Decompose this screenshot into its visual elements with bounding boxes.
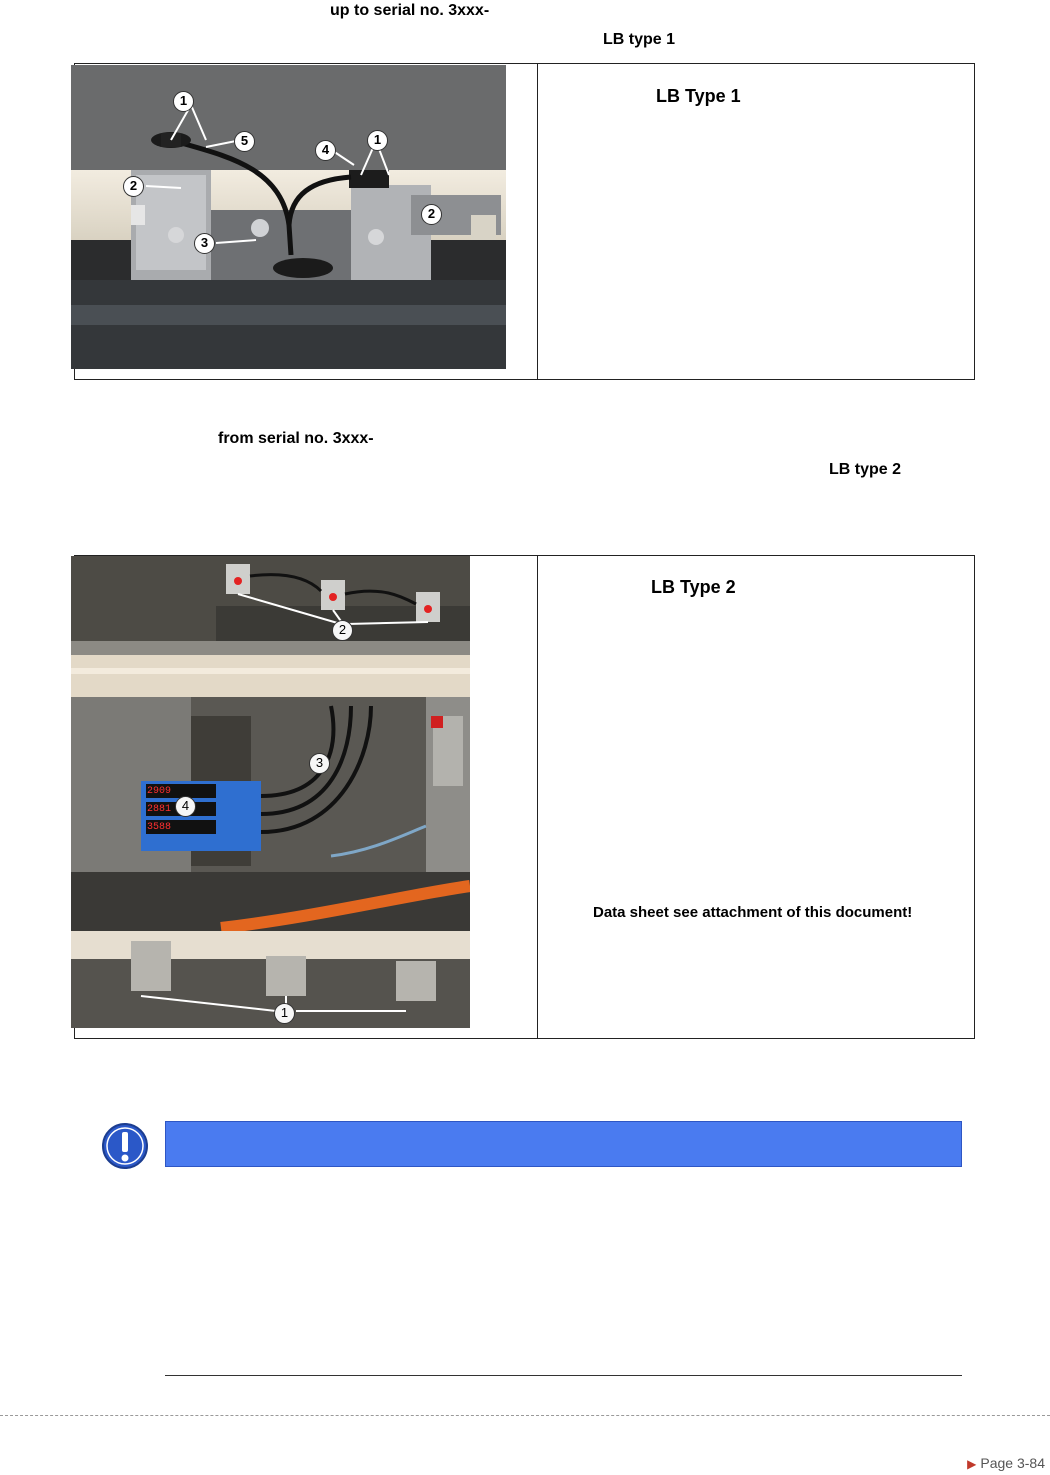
datasheet-note: Data sheet see attachment of this document! (593, 904, 913, 921)
lb-type-2-caption: LB type 2 (829, 461, 902, 478)
important-exclamation-icon (101, 1122, 149, 1170)
callout-1b: 1 (367, 130, 388, 151)
display-readout: 3588 (147, 822, 172, 833)
display-readout: 2909 (147, 786, 172, 797)
lb-type-1-title: LB Type 1 (656, 86, 741, 106)
lb-type-1-photo (71, 65, 506, 369)
serial-range-label-2: from serial no. 3xxx- (218, 430, 374, 447)
lb-type-1-caption: LB type 1 (603, 31, 676, 48)
callout-1: 1 (274, 1003, 295, 1024)
callout-2: 2 (123, 176, 144, 197)
callout-1: 1 (173, 91, 194, 112)
callout-2b: 2 (421, 204, 442, 225)
callout-3: 3 (194, 233, 215, 254)
callout-2: 2 (332, 620, 353, 641)
triangle-right-icon: ▶ (967, 1457, 977, 1471)
page-number-text: Page 3-84 (980, 1455, 1045, 1471)
table-divider (537, 556, 538, 1038)
display-readout: 2881 (147, 804, 172, 815)
lb-type-2-title: LB Type 2 (651, 577, 736, 597)
amplifier-displays (147, 783, 171, 837)
table-divider (537, 64, 538, 379)
callout-4: 4 (315, 140, 336, 161)
footer-separator (0, 1415, 1050, 1416)
callout-3: 3 (309, 753, 330, 774)
callout-5: 5 (234, 131, 255, 152)
page-number (967, 1455, 1045, 1471)
callout-4: 4 (175, 796, 196, 817)
serial-range-label-1: up to serial no. 3xxx- (330, 2, 490, 19)
note-header-bar (165, 1121, 962, 1167)
note-bottom-rule (165, 1375, 962, 1376)
lb-type-2-photo (71, 556, 470, 1028)
